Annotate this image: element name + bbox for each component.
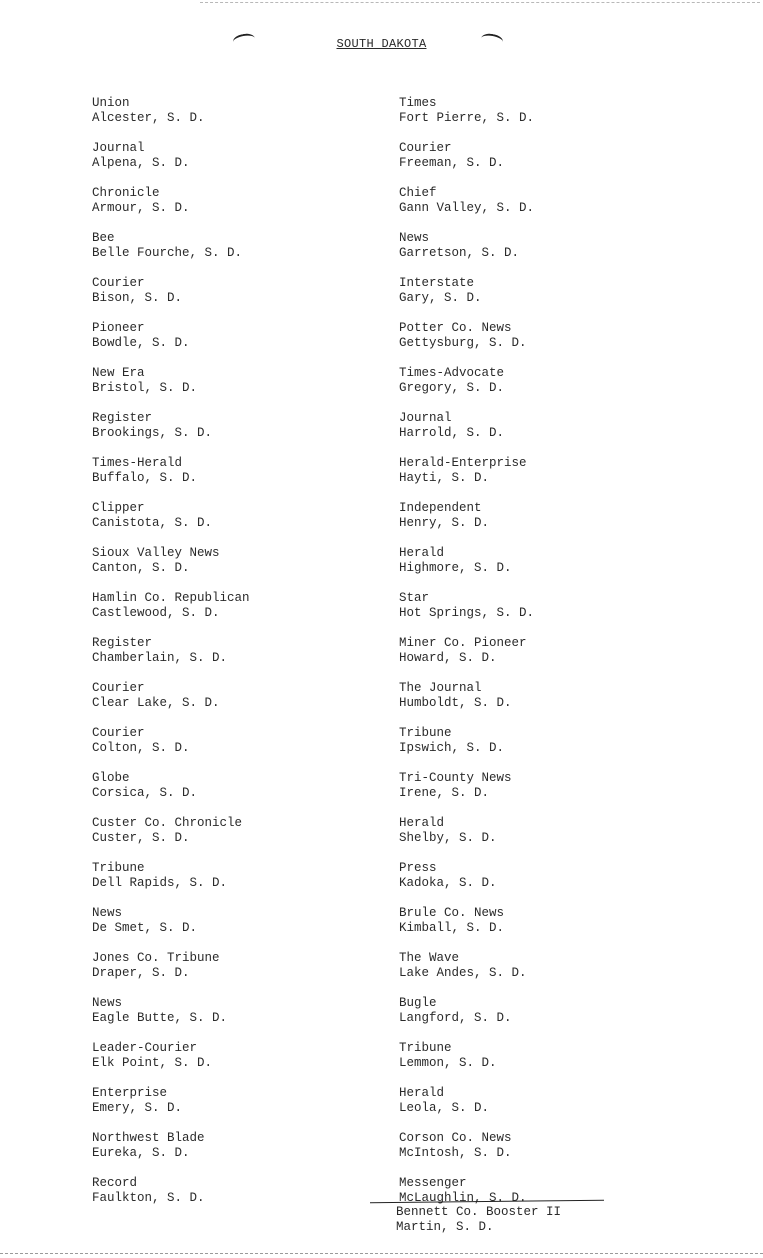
newspaper-location: Buffalo, S. D. bbox=[92, 471, 198, 485]
newspaper-name: Register bbox=[92, 636, 153, 650]
newspaper-entry bbox=[92, 636, 250, 681]
newspaper-location: Chamberlain, S. D. bbox=[92, 651, 228, 665]
newspaper-name: Brule Co. News bbox=[399, 906, 505, 920]
newspaper-name: Chronicle bbox=[92, 186, 160, 200]
newspaper-location: Eagle Butte, S. D. bbox=[92, 1011, 228, 1025]
newspaper-name: Press bbox=[399, 861, 437, 875]
newspaper-name: Journal bbox=[92, 141, 145, 155]
newspaper-entry bbox=[92, 276, 250, 321]
newspaper-entry bbox=[399, 1086, 534, 1131]
newspaper-location: Hayti, S. D. bbox=[399, 471, 490, 485]
newspaper-location: Freeman, S. D. bbox=[399, 156, 505, 170]
newspaper-name: Interstate bbox=[399, 276, 475, 290]
newspaper-location: Canistota, S. D. bbox=[92, 516, 213, 530]
newspaper-entry bbox=[399, 1041, 534, 1086]
newspaper-entry bbox=[399, 276, 534, 321]
newspaper-entry bbox=[92, 411, 250, 456]
newspaper-name: Clipper bbox=[92, 501, 145, 515]
newspaper-name: Herald bbox=[399, 816, 445, 830]
newspaper-location: Alpena, S. D. bbox=[92, 156, 190, 170]
newspaper-entry bbox=[399, 411, 534, 456]
newspaper-location: Gregory, S. D. bbox=[399, 381, 505, 395]
newspaper-name: News bbox=[92, 906, 123, 920]
newspaper-entry bbox=[399, 456, 534, 501]
newspaper-location: Colton, S. D. bbox=[92, 741, 190, 755]
newspaper-entry bbox=[399, 906, 534, 951]
newspaper-name: Tri-County News bbox=[399, 771, 512, 785]
newspaper-name: Tribune bbox=[92, 861, 145, 875]
newspaper-location: Lake Andes, S. D. bbox=[399, 966, 527, 980]
newspaper-name: Record bbox=[92, 1176, 138, 1190]
page-title bbox=[0, 37, 763, 51]
newspaper-entry bbox=[92, 951, 250, 996]
newspaper-name: Corson Co. News bbox=[399, 1131, 512, 1145]
newspaper-location: Lemmon, S. D. bbox=[399, 1056, 497, 1070]
newspaper-name: Jones Co. Tribune bbox=[92, 951, 220, 965]
newspaper-entry bbox=[92, 906, 250, 951]
page-title-text: SOUTH DAKOTA bbox=[336, 37, 427, 51]
newspaper-name: Independent bbox=[399, 501, 482, 515]
newspaper-entry bbox=[92, 726, 250, 771]
newspaper-name: Courier bbox=[92, 681, 145, 695]
newspaper-entry bbox=[92, 321, 250, 366]
newspaper-location: Bristol, S. D. bbox=[92, 381, 198, 395]
newspaper-name: Journal bbox=[399, 411, 452, 425]
newspaper-entry bbox=[92, 141, 250, 186]
newspaper-entry bbox=[399, 96, 534, 141]
newspaper-entry bbox=[399, 591, 534, 636]
newspaper-name: Bee bbox=[92, 231, 115, 245]
newspaper-location: Custer, S. D. bbox=[92, 831, 190, 845]
newspaper-name: Potter Co. News bbox=[399, 321, 512, 335]
newspaper-entry bbox=[92, 231, 250, 276]
newspaper-name: Herald bbox=[399, 546, 445, 560]
newspaper-entry bbox=[399, 726, 534, 771]
newspaper-location: Alcester, S. D. bbox=[92, 111, 205, 125]
newspaper-name: Union bbox=[92, 96, 130, 110]
newspaper-name: Star bbox=[399, 591, 430, 605]
newspaper-location: Shelby, S. D. bbox=[399, 831, 497, 845]
newspaper-location: McLaughlin, S. D. bbox=[399, 1191, 527, 1205]
newspaper-location: Martin, S. D. bbox=[396, 1220, 494, 1234]
newspaper-name: Custer Co. Chronicle bbox=[92, 816, 243, 830]
newspaper-entry bbox=[92, 366, 250, 411]
bottom-edge-line bbox=[0, 1253, 763, 1254]
newspaper-entry bbox=[399, 771, 534, 816]
newspaper-entry bbox=[92, 1041, 250, 1086]
newspaper-location: Irene, S. D. bbox=[399, 786, 490, 800]
newspaper-location: Gary, S. D. bbox=[399, 291, 482, 305]
top-edge-dots bbox=[200, 2, 760, 3]
left-column bbox=[92, 96, 250, 1221]
newspaper-location: Canton, S. D. bbox=[92, 561, 190, 575]
newspaper-location: Leola, S. D. bbox=[399, 1101, 490, 1115]
newspaper-entry bbox=[92, 681, 250, 726]
newspaper-location: Ipswich, S. D. bbox=[399, 741, 505, 755]
newspaper-location: Henry, S. D. bbox=[399, 516, 490, 530]
newspaper-location: Harrold, S. D. bbox=[399, 426, 505, 440]
newspaper-location: Elk Point, S. D. bbox=[92, 1056, 213, 1070]
newspaper-name: Courier bbox=[399, 141, 452, 155]
newspaper-entry bbox=[399, 636, 534, 681]
newspaper-name: Bennett Co. Booster II bbox=[396, 1205, 562, 1219]
newspaper-entry bbox=[92, 1131, 250, 1176]
newspaper-location: Eureka, S. D. bbox=[92, 1146, 190, 1160]
newspaper-name: Messenger bbox=[399, 1176, 467, 1190]
newspaper-name: Herald bbox=[399, 1086, 445, 1100]
newspaper-location: Bowdle, S. D. bbox=[92, 336, 190, 350]
newspaper-name: News bbox=[92, 996, 123, 1010]
newspaper-name: Miner Co. Pioneer bbox=[399, 636, 527, 650]
newspaper-location: Bison, S. D. bbox=[92, 291, 183, 305]
newspaper-entry bbox=[399, 141, 534, 186]
newspaper-location: Gann Valley, S. D. bbox=[399, 201, 535, 215]
newspaper-entry bbox=[92, 591, 250, 636]
addendum-entry bbox=[396, 1205, 561, 1235]
newspaper-name: Hamlin Co. Republican bbox=[92, 591, 250, 605]
newspaper-name: Chief bbox=[399, 186, 437, 200]
newspaper-location: De Smet, S. D. bbox=[92, 921, 198, 935]
newspaper-location: Draper, S. D. bbox=[92, 966, 190, 980]
newspaper-entry bbox=[399, 1131, 534, 1176]
newspaper-entry bbox=[92, 1086, 250, 1131]
newspaper-entry bbox=[399, 951, 534, 996]
newspaper-location: Armour, S. D. bbox=[92, 201, 190, 215]
newspaper-name: Times-Herald bbox=[92, 456, 183, 470]
newspaper-entry bbox=[399, 996, 534, 1041]
newspaper-name: Herald-Enterprise bbox=[399, 456, 527, 470]
right-column bbox=[399, 96, 534, 1221]
newspaper-location: Fort Pierre, S. D. bbox=[399, 111, 535, 125]
newspaper-entry bbox=[399, 231, 534, 276]
newspaper-name: Northwest Blade bbox=[92, 1131, 205, 1145]
newspaper-name: Times bbox=[399, 96, 437, 110]
newspaper-entry bbox=[399, 546, 534, 591]
newspaper-name: Courier bbox=[92, 276, 145, 290]
newspaper-location: Corsica, S. D. bbox=[92, 786, 198, 800]
newspaper-name: Sioux Valley News bbox=[92, 546, 220, 560]
newspaper-location: Kadoka, S. D. bbox=[399, 876, 497, 890]
newspaper-entry bbox=[92, 1176, 250, 1221]
newspaper-name: Tribune bbox=[399, 726, 452, 740]
newspaper-location: Hot Springs, S. D. bbox=[399, 606, 535, 620]
newspaper-entry bbox=[399, 321, 534, 366]
newspaper-name: Register bbox=[92, 411, 153, 425]
newspaper-name: Times-Advocate bbox=[399, 366, 505, 380]
newspaper-location: Emery, S. D. bbox=[92, 1101, 183, 1115]
newspaper-entry bbox=[92, 861, 250, 906]
newspaper-name: Leader-Courier bbox=[92, 1041, 198, 1055]
newspaper-entry bbox=[399, 861, 534, 906]
newspaper-location: Garretson, S. D. bbox=[399, 246, 520, 260]
newspaper-entry bbox=[92, 456, 250, 501]
newspaper-name: Enterprise bbox=[92, 1086, 168, 1100]
newspaper-location: Clear Lake, S. D. bbox=[92, 696, 220, 710]
newspaper-entry bbox=[399, 681, 534, 726]
newspaper-name: The Wave bbox=[399, 951, 460, 965]
newspaper-location: Howard, S. D. bbox=[399, 651, 497, 665]
newspaper-entry bbox=[92, 546, 250, 591]
newspaper-name: The Journal bbox=[399, 681, 482, 695]
newspaper-location: Belle Fourche, S. D. bbox=[92, 246, 243, 260]
newspaper-location: Humboldt, S. D. bbox=[399, 696, 512, 710]
newspaper-name: Pioneer bbox=[92, 321, 145, 335]
newspaper-entry bbox=[399, 186, 534, 231]
newspaper-location: Highmore, S. D. bbox=[399, 561, 512, 575]
newspaper-entry bbox=[399, 816, 534, 861]
newspaper-location: Dell Rapids, S. D. bbox=[92, 876, 228, 890]
newspaper-name: Tribune bbox=[399, 1041, 452, 1055]
newspaper-location: Kimball, S. D. bbox=[399, 921, 505, 935]
newspaper-location: Brookings, S. D. bbox=[92, 426, 213, 440]
newspaper-location: Castlewood, S. D. bbox=[92, 606, 220, 620]
newspaper-location: Langford, S. D. bbox=[399, 1011, 512, 1025]
newspaper-name: New Era bbox=[92, 366, 145, 380]
newspaper-entry bbox=[92, 816, 250, 861]
newspaper-name: Courier bbox=[92, 726, 145, 740]
newspaper-entry bbox=[92, 186, 250, 231]
newspaper-location: McIntosh, S. D. bbox=[399, 1146, 512, 1160]
newspaper-location: Faulkton, S. D. bbox=[92, 1191, 205, 1205]
newspaper-entry bbox=[92, 501, 250, 546]
newspaper-name: Bugle bbox=[399, 996, 437, 1010]
newspaper-name: News bbox=[399, 231, 430, 245]
newspaper-entry bbox=[399, 366, 534, 411]
newspaper-name: Globe bbox=[92, 771, 130, 785]
newspaper-location: Gettysburg, S. D. bbox=[399, 336, 527, 350]
newspaper-entry bbox=[92, 996, 250, 1041]
newspaper-entry bbox=[92, 771, 250, 816]
newspaper-entry bbox=[399, 501, 534, 546]
newspaper-entry bbox=[92, 96, 250, 141]
